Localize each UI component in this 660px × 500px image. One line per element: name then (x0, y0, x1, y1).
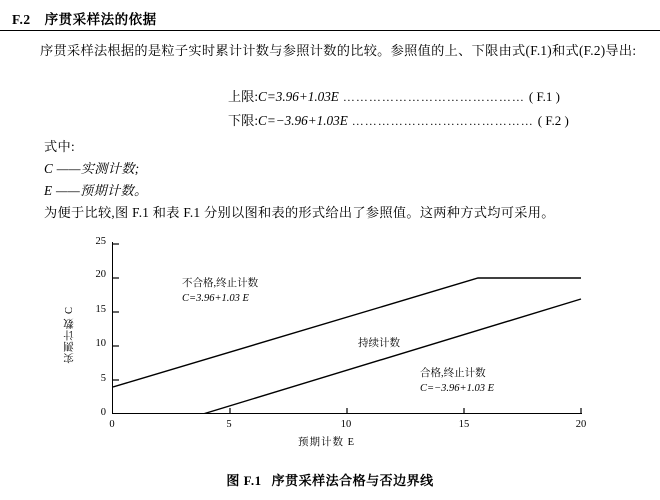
figure-caption (0, 470, 660, 489)
annotation-accept-line1: 合格,终止计数 (420, 368, 486, 379)
formula-lower-limit (228, 110, 569, 129)
comparison-paragraph: 为便于比较,图 F.1 和表 F.1 分别以图和表的形式给出了参照值。这两种方式均可采用。 (44, 205, 555, 220)
annotation-reject-line2: C=3.96+1.03 E (182, 293, 249, 304)
y-axis-title: 实测计数 C (64, 306, 75, 364)
figure-caption-number: 图 F.1 (226, 473, 262, 488)
section-title: 序贯采样法的依据 (44, 12, 157, 27)
y-tick-15: 15 (95, 304, 106, 315)
chart-plot-area (112, 242, 582, 414)
formula-upper-expression: C=3.96+1.03E (258, 89, 339, 104)
heading-rule (0, 30, 660, 31)
formula-upper-leader: …………………………………… (342, 90, 525, 104)
annotation-reject-line1: 不合格,终止计数 (182, 278, 259, 289)
intro-paragraph: 序贯采样法根据的是粒子实时累计计数与参照计数的比较。参照值的上、下限由式(F.1)和式(F.2)导出: (40, 43, 637, 58)
annotation-accept-line2: C=−3.96+1.03 E (420, 383, 495, 394)
x-tick-20: 20 (575, 419, 587, 430)
x-tick-0: 0 (109, 419, 115, 430)
x-axis-title: 预期计数 E (298, 437, 356, 448)
y-tick-25: 25 (95, 236, 106, 247)
x-tick-10: 10 (340, 419, 352, 430)
formula-lower-leader: …………………………………… (351, 114, 534, 128)
definition-c: C ——实测计数; (44, 161, 140, 176)
chart-lines (113, 242, 583, 414)
where-label: 式中: (44, 139, 75, 154)
formula-lower-label: 下限: (228, 113, 259, 128)
y-tick-20: 20 (95, 269, 106, 280)
section-number: F.2 (12, 12, 31, 27)
annotation-continue: 持续计数 (358, 338, 400, 349)
x-tick-5: 5 (226, 419, 232, 430)
figure-f1 (28, 232, 632, 454)
formula-upper-limit (228, 86, 560, 105)
section-heading (12, 8, 157, 28)
formula-lower-number: ( F.2 ) (537, 113, 569, 128)
y-tick-5: 5 (100, 373, 106, 384)
y-tick-10: 10 (95, 338, 106, 349)
formula-lower-expression: C=−3.96+1.03E (258, 113, 348, 128)
definition-e: E ——预期计数。 (44, 183, 148, 198)
y-tick-0: 0 (100, 407, 106, 418)
x-tick-15: 15 (458, 419, 470, 430)
formula-upper-number: ( F.1 ) (528, 89, 560, 104)
formula-upper-label: 上限: (228, 89, 259, 104)
figure-caption-text: 序贯采样法合格与否边界线 (271, 473, 434, 488)
